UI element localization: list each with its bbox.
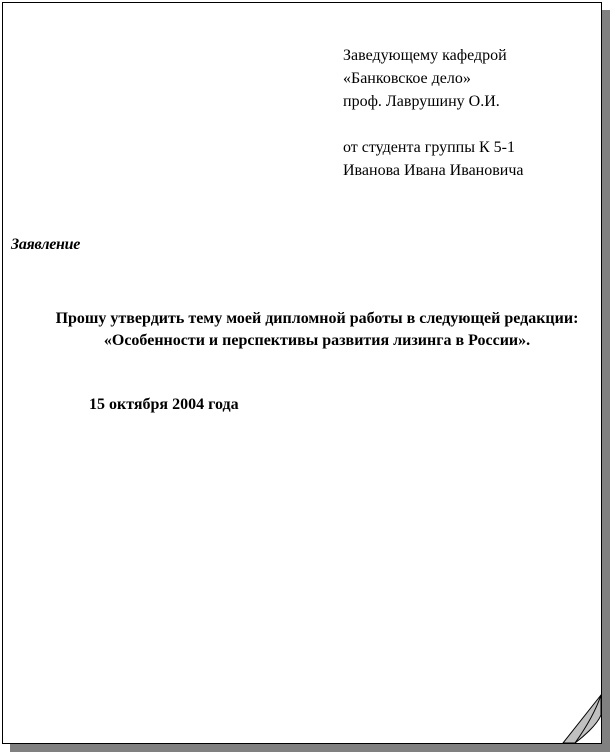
addressee-line-department: «Банковское дело» (343, 70, 471, 87)
addressee-block (343, 44, 524, 182)
addressee-line-name: проф. Лаврушину О.И. (343, 93, 500, 110)
document-date: 15 октября 2004 года (89, 396, 239, 413)
addressee-gap (343, 113, 524, 136)
sender-line-name: Иванова Ивана Ивановича (343, 162, 524, 179)
sender-line-group: от студента группы К 5-1 (343, 139, 515, 156)
addressee-line-position: Заведующему кафедрой (343, 47, 507, 64)
statement-text: Прошу утвердить тему моей дипломной работы в следующей редакции: «Особенности и перспективы развития лизинга в России». (55, 310, 579, 349)
page-curl-icon (561, 693, 601, 743)
document-page (2, 2, 602, 744)
document-heading: Заявление (11, 236, 81, 253)
statement-body (39, 308, 595, 352)
